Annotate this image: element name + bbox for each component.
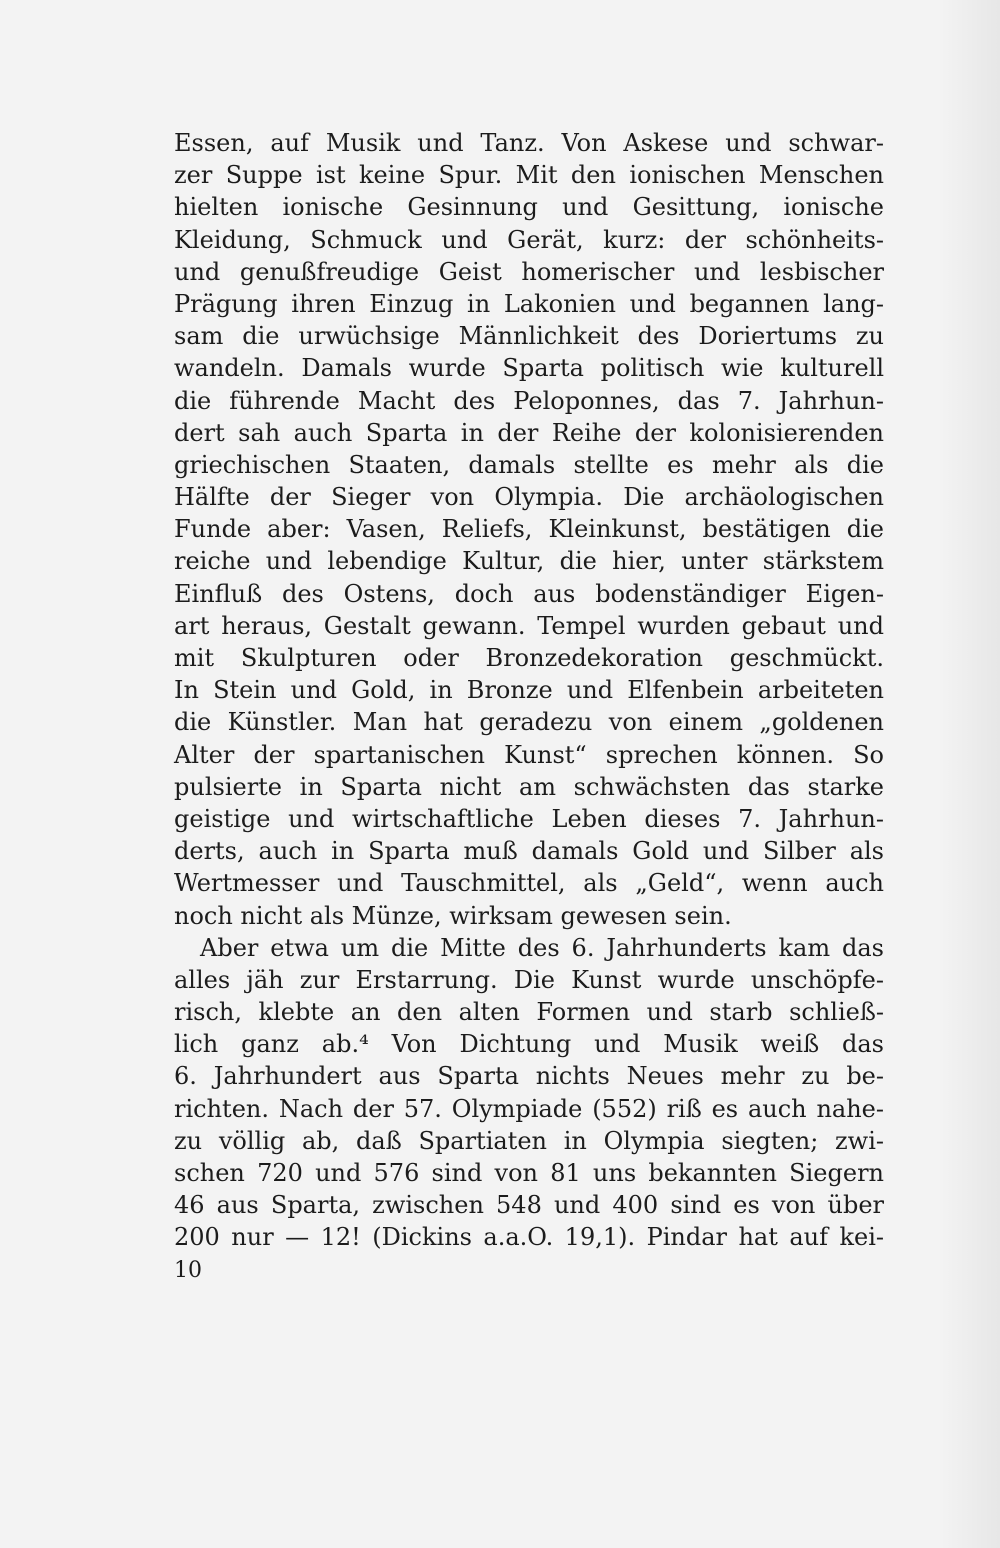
text-line: Essen, auf Musik und Tanz. Von Askese und schwar- xyxy=(174,129,884,157)
text-line: die Künstler. Man hat geradezu von einem „goldenen xyxy=(174,708,884,737)
text-line: schen 720 und 576 sind von 81 uns bekannten Siegern xyxy=(174,1159,884,1187)
text-line: Hälfte der Sieger von Olympia. Die archäologischen xyxy=(174,483,884,512)
text-line: alles jäh zur Erstarrung. Die Kunst wurde unschöpfe- xyxy=(174,965,884,994)
text-line: und genußfreudige Geist homerischer und lesbischer xyxy=(174,257,884,286)
text-line: richten. Nach der 57. Olympiade (552) riß es auch nahe- xyxy=(174,1094,884,1123)
text-line: reiche und lebendige Kultur, die hier, unter stärkstem xyxy=(174,547,884,576)
text-line: Funde aber: Vasen, Reliefs, Kleinkunst, bestätigen die xyxy=(174,515,884,544)
text-line: dert sah auch Sparta in der Reihe der kolonisierenden xyxy=(174,418,884,447)
text-line: die führende Macht des Peloponnes, das 7. Jahrhun- xyxy=(174,386,884,415)
text-line: geistige und wirtschaftliche Leben dieses 7. Jahrhun- xyxy=(174,804,884,833)
body-text xyxy=(174,127,884,1254)
text-line: 46 aus Sparta, zwischen 548 und 400 sind es von über xyxy=(174,1191,884,1220)
text-line: Wertmesser und Tauschmittel, als „Geld“, wenn auch xyxy=(174,869,884,898)
text-line: Kleidung, Schmuck und Gerät, kurz: der schönheits- xyxy=(174,225,884,254)
text-line: hielten ionische Gesinnung und Gesittung, ionische xyxy=(174,193,884,222)
text-line: Prägung ihren Einzug in Lakonien und begannen lang- xyxy=(174,289,884,318)
text-line: noch nicht als Münze, wirksam gewesen sein. xyxy=(174,901,732,930)
text-line: griechischen Staaten, damals stellte es mehr als die xyxy=(174,450,884,479)
text-line: In Stein und Gold, in Bronze und Elfenbein arbeiteten xyxy=(174,676,884,705)
text-line: 6. Jahrhundert aus Sparta nichts Neues mehr zu be- xyxy=(174,1062,884,1091)
page-number: 10 xyxy=(174,1258,202,1283)
text-line: Aber etwa um die Mitte des 6. Jahrhunderts kam das xyxy=(200,933,884,962)
text-line: zer Suppe ist keine Spur. Mit den ionischen Menschen xyxy=(174,161,884,190)
page-fold-shadow xyxy=(940,0,1000,1548)
text-line: Alter der spartanischen Kunst“ sprechen können. So xyxy=(174,740,884,769)
text-line: pulsierte in Sparta nicht am schwächsten das starke xyxy=(174,772,884,801)
text-line: derts, auch in Sparta muß damals Gold und Silber als xyxy=(174,837,884,866)
text-line: Einfluß des Ostens, doch aus bodenständiger Eigen- xyxy=(174,579,884,608)
text-line: zu völlig ab, daß Spartiaten in Olympia siegten; zwi- xyxy=(174,1126,884,1155)
text-line: mit Skulpturen oder Bronzedekoration geschmückt. xyxy=(174,644,884,672)
text-line: risch, klebte an den alten Formen und starb schließ- xyxy=(174,998,884,1027)
text-line: art heraus, Gestalt gewann. Tempel wurden gebaut und xyxy=(174,611,884,640)
text-line: wandeln. Damals wurde Sparta politisch wie kulturell xyxy=(174,354,884,383)
text-line: sam die urwüchsige Männlichkeit des Doriertums zu xyxy=(174,322,884,351)
text-line: lich ganz ab.⁴ Von Dichtung und Musik weiß das xyxy=(174,1030,884,1059)
text-line: 200 nur — 12! (Dickins a.a.O. 19,1). Pindar hat auf kei- xyxy=(174,1223,884,1252)
